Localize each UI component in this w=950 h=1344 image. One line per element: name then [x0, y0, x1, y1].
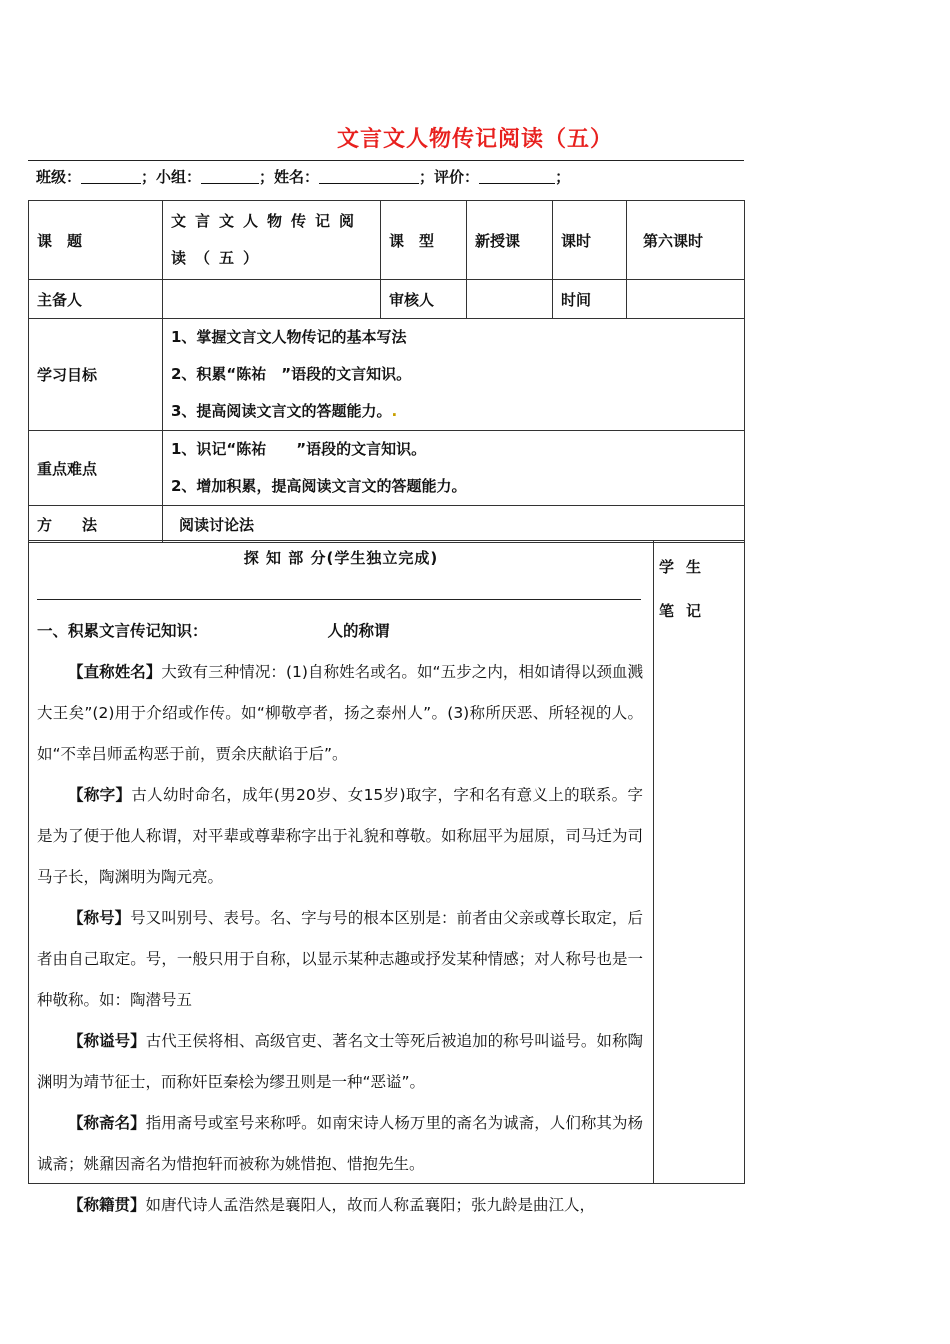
explore-divider — [37, 599, 641, 600]
table-row — [29, 201, 745, 280]
key-points-cell — [163, 431, 745, 506]
name-label: ；姓名： — [259, 168, 320, 186]
name-blank[interactable] — [319, 169, 419, 184]
explore-body — [37, 611, 643, 1226]
explore-section — [28, 540, 745, 1214]
page-title: 文言文人物传记阅读（五） — [336, 127, 613, 152]
reviewer-label: 审核人 — [381, 280, 467, 319]
paragraph-tag: 【称籍贯】 — [68, 1196, 146, 1214]
class-label: 班级： — [36, 168, 82, 186]
method-value: 阅读讨论法 — [163, 506, 745, 543]
time-value[interactable] — [627, 280, 745, 319]
class-blank[interactable] — [81, 169, 141, 184]
notes-column-divider — [653, 541, 654, 1183]
goals-cell — [163, 319, 745, 431]
paragraph — [37, 1021, 643, 1103]
reviewer-value[interactable] — [467, 280, 553, 319]
explore-heading: 探 知 部 分(学生独立完成) — [243, 549, 439, 567]
paragraph-tag: 【称谥号】 — [68, 1032, 146, 1050]
goal-item: 3、提高阅读文言文的答题能力。 — [171, 402, 392, 420]
group-blank[interactable] — [201, 169, 259, 184]
student-notes-label: 学生笔记 — [659, 558, 714, 620]
table-row — [29, 319, 745, 431]
table-row — [29, 506, 745, 543]
paragraph-tag: 【称斋名】 — [68, 1114, 146, 1132]
stray-mark-icon: . — [391, 402, 398, 420]
paragraph — [37, 1185, 643, 1226]
paragraph — [37, 652, 643, 775]
method-label: 方 法 — [29, 506, 163, 543]
preparer-value[interactable] — [163, 280, 381, 319]
type-label: 课 型 — [381, 201, 467, 280]
topic-label: 课 题 — [29, 201, 163, 280]
section-subtitle: 人的称谓 — [327, 622, 390, 640]
paragraph — [37, 775, 643, 898]
info-end: ； — [555, 168, 571, 186]
section-heading — [37, 611, 643, 652]
student-info-line — [36, 166, 570, 187]
paragraph-tag: 【称号】 — [68, 909, 131, 927]
paragraph — [37, 898, 643, 1021]
preparer-label: 主备人 — [29, 280, 163, 319]
table-row — [29, 280, 745, 319]
table-row — [29, 431, 745, 506]
time-label: 时间 — [553, 280, 627, 319]
goal-item: 2、积累“陈祐 ”语段的文言知识。 — [171, 365, 412, 383]
period-value: 第六课时 — [627, 201, 745, 280]
type-value: 新授课 — [467, 201, 553, 280]
group-label: ；小组： — [141, 168, 202, 186]
paragraph-text: 古人幼时命名，成年(男20岁、女15岁)取字，字和名有意义上的联系。字是为了便于他人称谓，对平辈或尊辈称字出于礼貌和尊敬。如称屈平为屈原，司马迁为司马子长，陶渊明为陶元亮。 — [37, 786, 643, 886]
section-title: 一、积累文言传记知识： — [37, 622, 208, 640]
key-points-label: 重点难点 — [29, 431, 163, 506]
goals-label: 学习目标 — [29, 319, 163, 431]
goal-item: 1、掌握文言文人物传记的基本写法 — [171, 328, 407, 346]
topic-value: 文言文人物传记阅读（五） — [171, 212, 364, 267]
paragraph-text: 如唐代诗人孟浩然是襄阳人，故而人称孟襄阳；张九龄是曲江人， — [145, 1196, 596, 1214]
lesson-info-table — [28, 200, 745, 543]
title-divider — [28, 160, 744, 161]
paragraph-tag: 【称字】 — [68, 786, 132, 804]
paragraph-text: 古代王侯将相、高级官吏、著名文士等死后被追加的称号叫谥号。如称陶渊明为靖节征士，而称奸臣秦桧为缪丑则是一种“恶谥”。 — [37, 1032, 643, 1091]
paragraph-text: 号又叫别号、表号。名、字与号的根本区别是：前者由父亲或尊长取定，后者由自己取定。号，一般只用于自称，以显示某种志趣或抒发某种情感；对人称号也是一种敬称。如：陶潜号五 — [37, 909, 643, 1009]
paragraph-text: 指用斋号或室号来称呼。如南宋诗人杨万里的斋名为诚斋，人们称其为杨诚斋；姚鼐因斋名为惜抱轩而被称为姚惜抱、惜抱先生。 — [37, 1114, 643, 1173]
key-point-item: 2、增加积累，提高阅读文言文的答题能力。 — [171, 477, 467, 495]
eval-label: ；评价： — [419, 168, 480, 186]
period-label: 课时 — [553, 201, 627, 280]
key-point-item: 1、识记“陈祐 ”语段的文言知识。 — [171, 440, 427, 458]
paragraph — [37, 1103, 643, 1185]
paragraph-tag: 【直称姓名】 — [68, 663, 162, 681]
eval-blank[interactable] — [479, 169, 555, 184]
paragraph-text: 大致有三种情况：(1)自称姓名或名。如“五步之内，相如请得以颈血溅大王矣”(2)用于介绍或作传。如“柳敬亭者，扬之泰州人”。(3)称所厌恶、所轻视的人。如“不幸吕师孟构恶于前，贾余庆献谄于后”。 — [37, 663, 643, 763]
